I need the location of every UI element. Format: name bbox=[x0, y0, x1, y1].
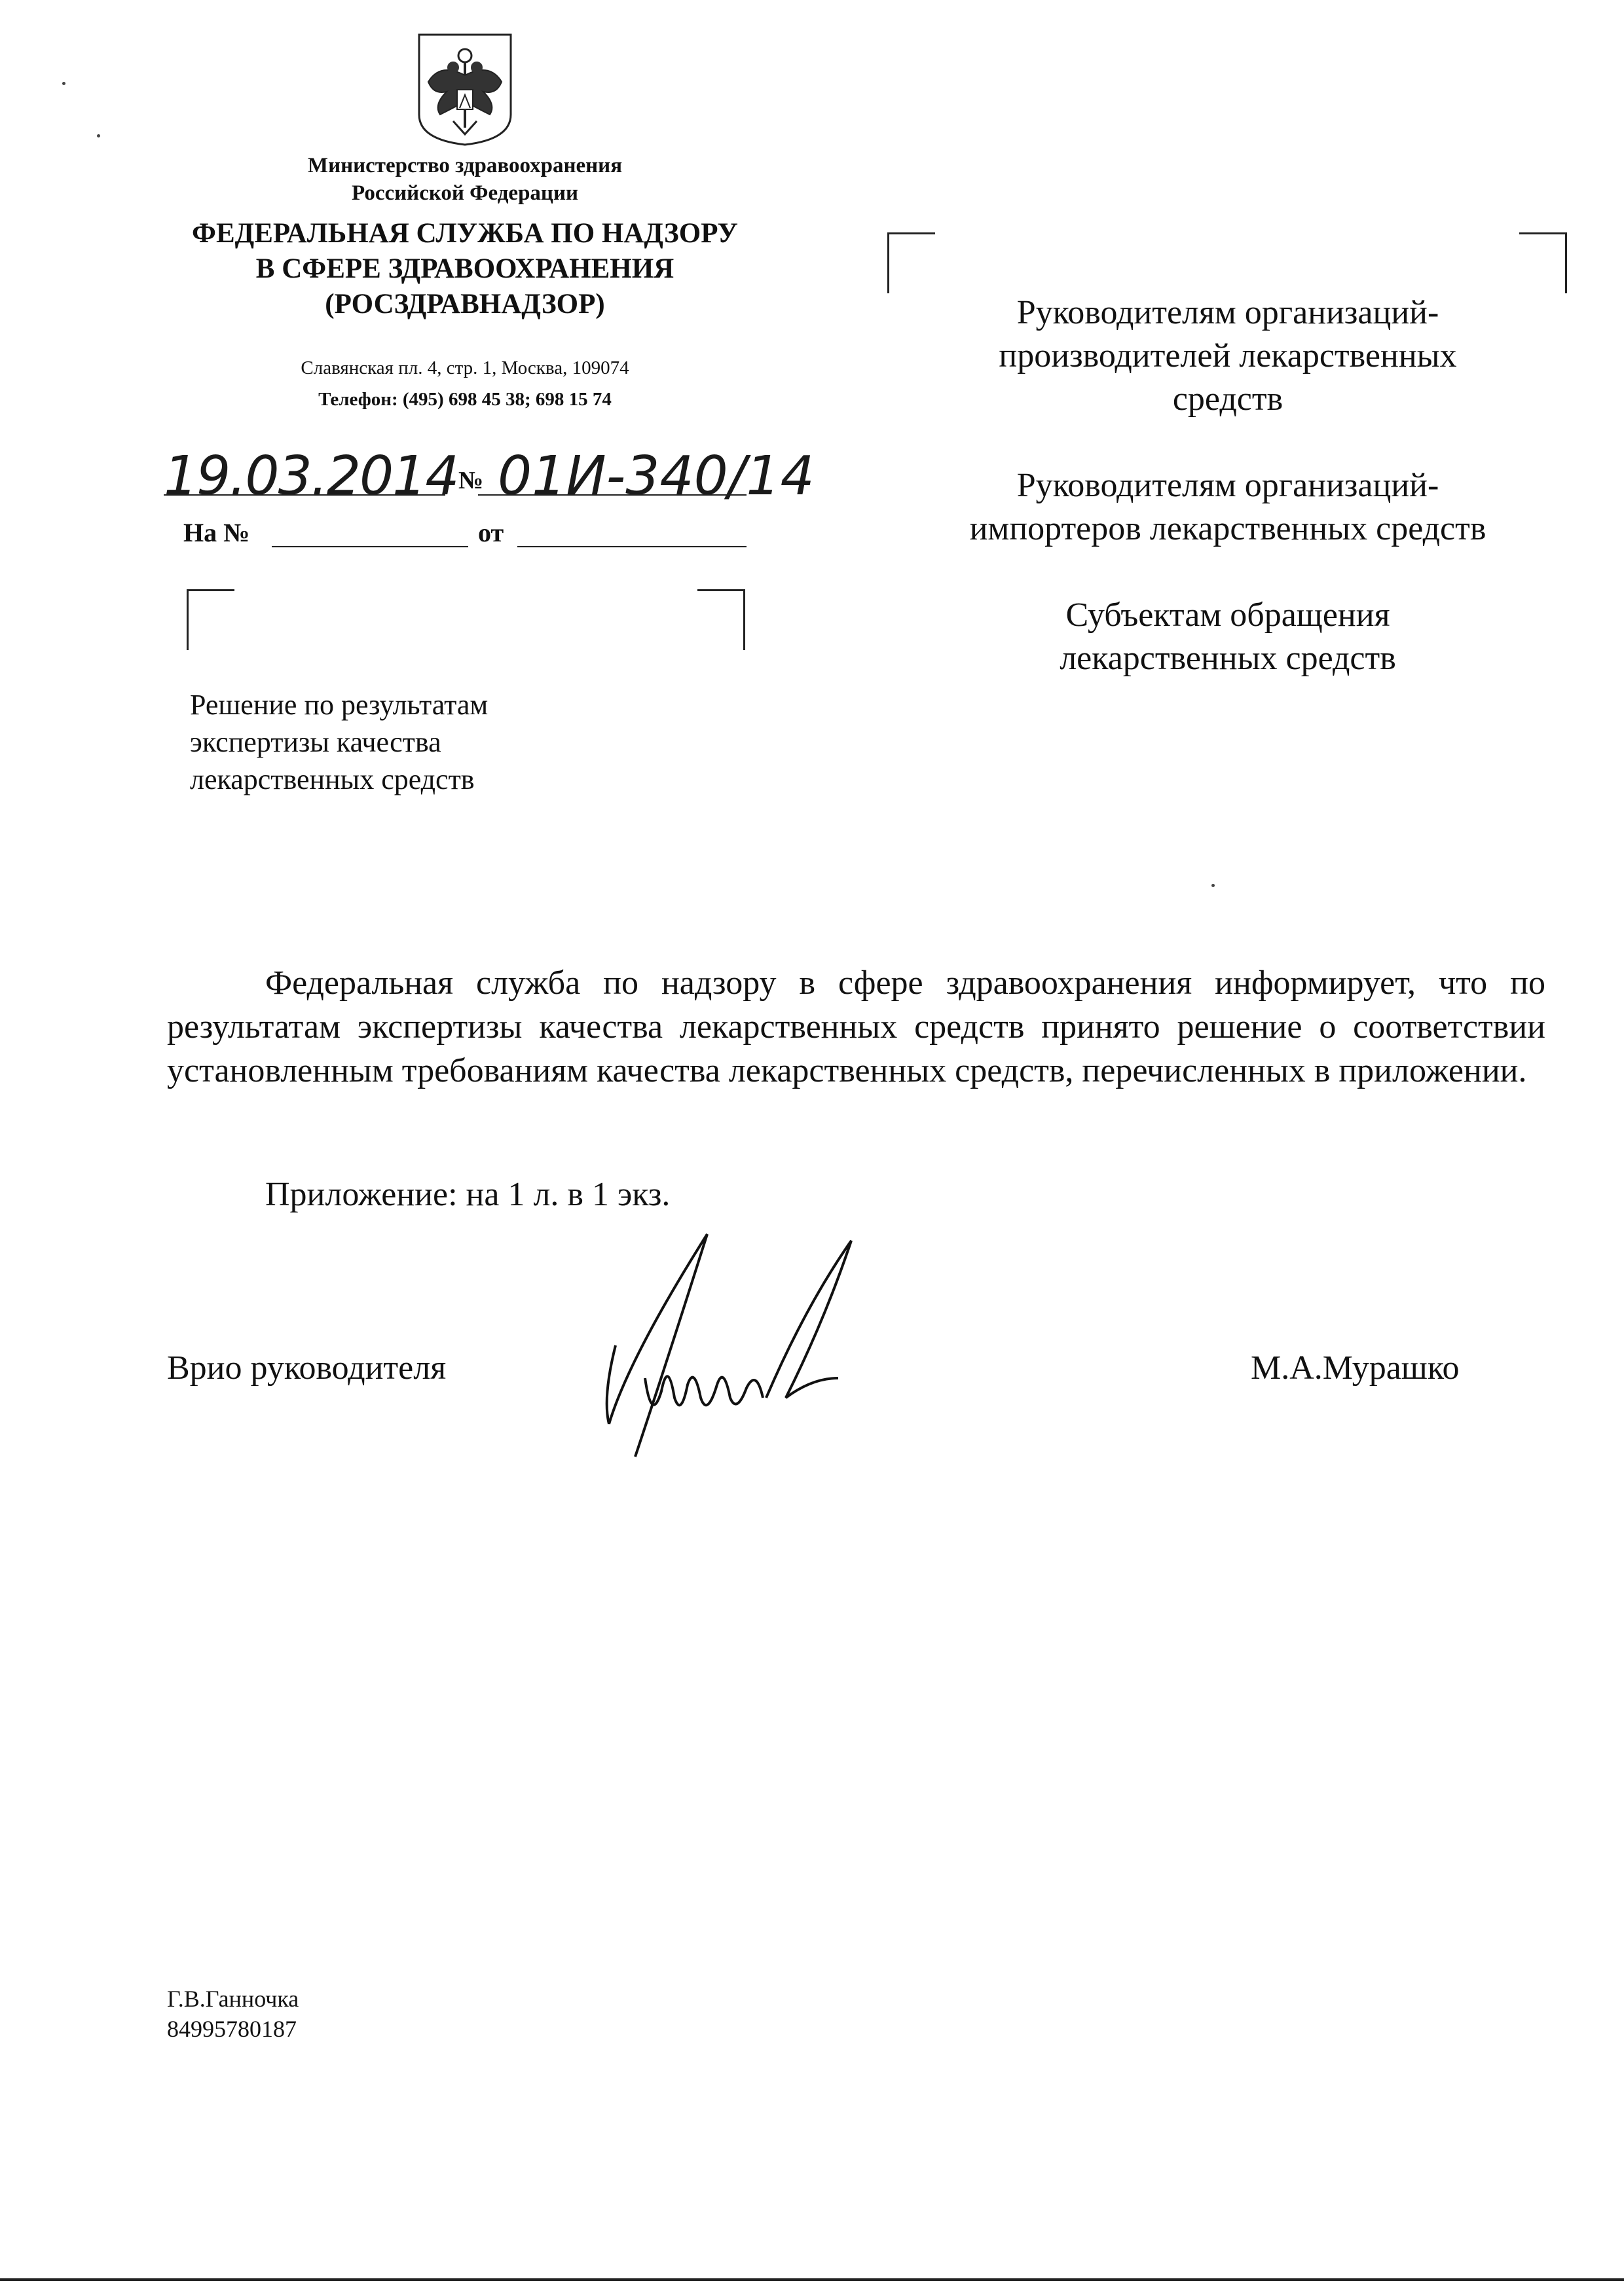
addressee-bracket-right bbox=[1519, 232, 1567, 293]
registration-underline bbox=[164, 492, 819, 499]
executor-info bbox=[167, 1984, 299, 2044]
reply-number-label: На № bbox=[183, 518, 250, 547]
service-line: В СФЕРЕ ЗДРАВООХРАНЕНИЯ bbox=[255, 253, 674, 284]
subject-line: лекарственных средств bbox=[190, 763, 475, 795]
service-name bbox=[164, 216, 766, 322]
addressee-line: лекарственных средств bbox=[1060, 640, 1396, 677]
addressee-line: Руководителям организаций- bbox=[1016, 467, 1439, 504]
reply-date-field bbox=[517, 546, 747, 547]
service-line: (РОСЗДРАВНАДЗОР) bbox=[325, 289, 605, 319]
service-line: ФЕДЕРАЛЬНАЯ СЛУЖБА ПО НАДЗОРУ bbox=[192, 218, 738, 249]
subject-line: экспертизы качества bbox=[190, 726, 441, 758]
addressee-bracket-left bbox=[887, 232, 935, 293]
addressee-line: средств bbox=[1172, 380, 1283, 418]
ministry-line: Министерство здравоохранения bbox=[307, 154, 623, 177]
scan-speck bbox=[62, 82, 65, 85]
subject-bracket-right bbox=[697, 589, 745, 650]
ministry-name bbox=[216, 152, 714, 207]
reply-reference-row bbox=[183, 517, 753, 556]
addressee-group bbox=[917, 464, 1539, 551]
appendix-note: Приложение: на 1 л. в 1 экз. bbox=[265, 1176, 671, 1213]
addressee-line: производителей лекарственных bbox=[999, 337, 1457, 374]
addressee-group bbox=[917, 594, 1539, 680]
scan-speck bbox=[97, 134, 100, 137]
bottom-scan-edge bbox=[0, 2278, 1624, 2281]
registration-number: 01И-340/14 bbox=[498, 445, 815, 507]
coat-of-arms-emblem bbox=[414, 29, 516, 147]
executor-phone: 84995780187 bbox=[167, 2016, 297, 2042]
letter-body-paragraph: Федеральная служба по надзору в сфере здравоохранения информирует, что по результатам экспертизы качества лекарственных средств принято решение о соответствии установленным требованиям качества лекарственных средств, перечисленных в приложении. bbox=[167, 964, 1545, 1089]
addressee-block bbox=[917, 291, 1539, 723]
handwritten-signature bbox=[589, 1228, 891, 1463]
subject-line: Решение по результатам bbox=[190, 689, 489, 721]
registration-number-label: № bbox=[458, 467, 484, 494]
reply-number-field bbox=[272, 546, 468, 547]
signer-title: Врио руководителя bbox=[167, 1349, 447, 1387]
addressee-line: импортеров лекарственных средств bbox=[969, 510, 1486, 547]
sender-address bbox=[216, 352, 714, 415]
letter-subject bbox=[190, 686, 714, 798]
scan-speck bbox=[1211, 884, 1215, 887]
address-line: Славянская пл. 4, стр. 1, Москва, 109074 bbox=[301, 357, 629, 378]
ministry-line: Российской Федерации bbox=[352, 181, 578, 205]
reply-from-label: от bbox=[478, 518, 504, 547]
phone-line: Телефон: (495) 698 45 38; 698 15 74 bbox=[318, 389, 612, 410]
signer-name: М.А.Мурашко bbox=[1251, 1349, 1460, 1387]
addressee-line: Субъектам обращения bbox=[1065, 596, 1390, 634]
addressee-group bbox=[917, 291, 1539, 421]
executor-name: Г.В.Ганночка bbox=[167, 1986, 299, 2012]
addressee-line: Руководителям организаций- bbox=[1016, 294, 1439, 331]
subject-bracket-left bbox=[187, 589, 234, 650]
registration-date: 19.03.2014 bbox=[164, 445, 458, 507]
